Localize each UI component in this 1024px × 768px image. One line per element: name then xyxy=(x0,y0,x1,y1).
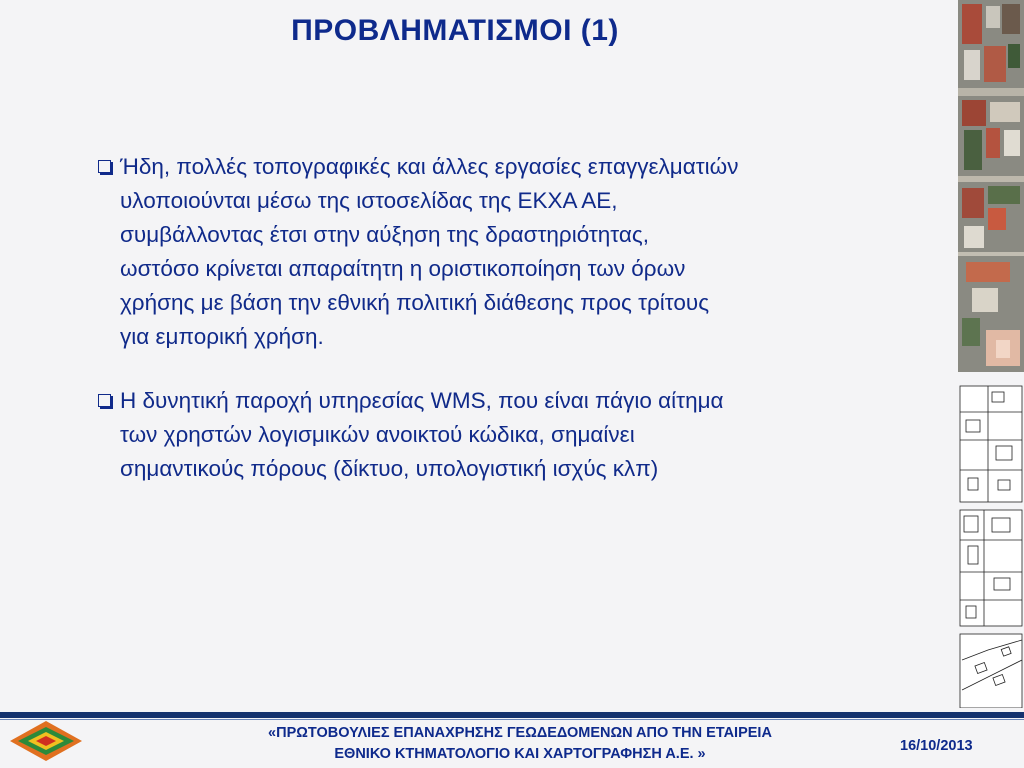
footer-line-1: «ΠΡΩΤΟΒΟΥΛΙΕΣ ΕΠΑΝΑΧΡΗΣΗΣ ΓΕΩΔΕΔΟΜΕΝΩΝ ΑΠΟ ΤΗΝ ΕΤΑΙΡΕΙΑ xyxy=(268,725,772,741)
bullet-item xyxy=(98,150,918,354)
bullet-line: υλοποιούνται μέσω της ιστοσελίδας της ΕΚΧΑ ΑΕ, xyxy=(120,188,618,213)
footer-caption xyxy=(160,723,880,765)
bullet-line: των χρηστών λογισμικών ανοικτού κώδικα, σημαίνει xyxy=(120,422,635,447)
bullet-line: χρήσης με βάση την εθνική πολιτική διάθεσης προς τρίτους xyxy=(120,290,710,315)
footer-date: 16/10/2013 xyxy=(900,738,973,754)
bullet-item xyxy=(98,384,918,486)
bullet-line: Ήδη, πολλές τοπογραφικές και άλλες εργασίες επαγγελματιών xyxy=(120,154,739,179)
bullet-line: συμβάλλοντας έτσι στην αύξηση της δραστηριότητας, xyxy=(120,222,649,247)
bullet-line: Η δυνητική παροχή υπηρεσίας WMS, που είναι πάγιο αίτημα xyxy=(120,388,724,413)
checkbox-bullet-icon xyxy=(98,160,111,173)
footer-divider-thin xyxy=(0,719,1024,720)
checkbox-bullet-icon xyxy=(98,394,111,407)
ktimatologio-logo xyxy=(8,719,84,765)
footer-divider xyxy=(0,712,1024,718)
bullet-line: ωστόσο κρίνεται απαραίτητη η οριστικοποίηση των όρων xyxy=(120,256,686,281)
slide-content xyxy=(98,150,918,516)
cadastral-sketch-image xyxy=(960,386,1022,708)
cadastral-map-strip xyxy=(958,0,1024,708)
footer-line-2: ΕΘΝΙΚΟ ΚΤΗΜΑΤΟΛΟΓΙΟ ΚΑΙ ΧΑΡΤΟΓΡΑΦΗΣΗ Α.Ε. » xyxy=(334,746,706,762)
aerial-photo-image xyxy=(958,0,1024,372)
slide-title: ΠΡΟΒΛΗΜΑΤΙΣΜΟΙ (1) xyxy=(291,14,619,47)
bullet-line: για εμπορική χρήση. xyxy=(120,324,324,349)
bullet-line: σημαντικούς πόρους (δίκτυο, υπολογιστική ισχύς κλπ) xyxy=(120,456,659,481)
